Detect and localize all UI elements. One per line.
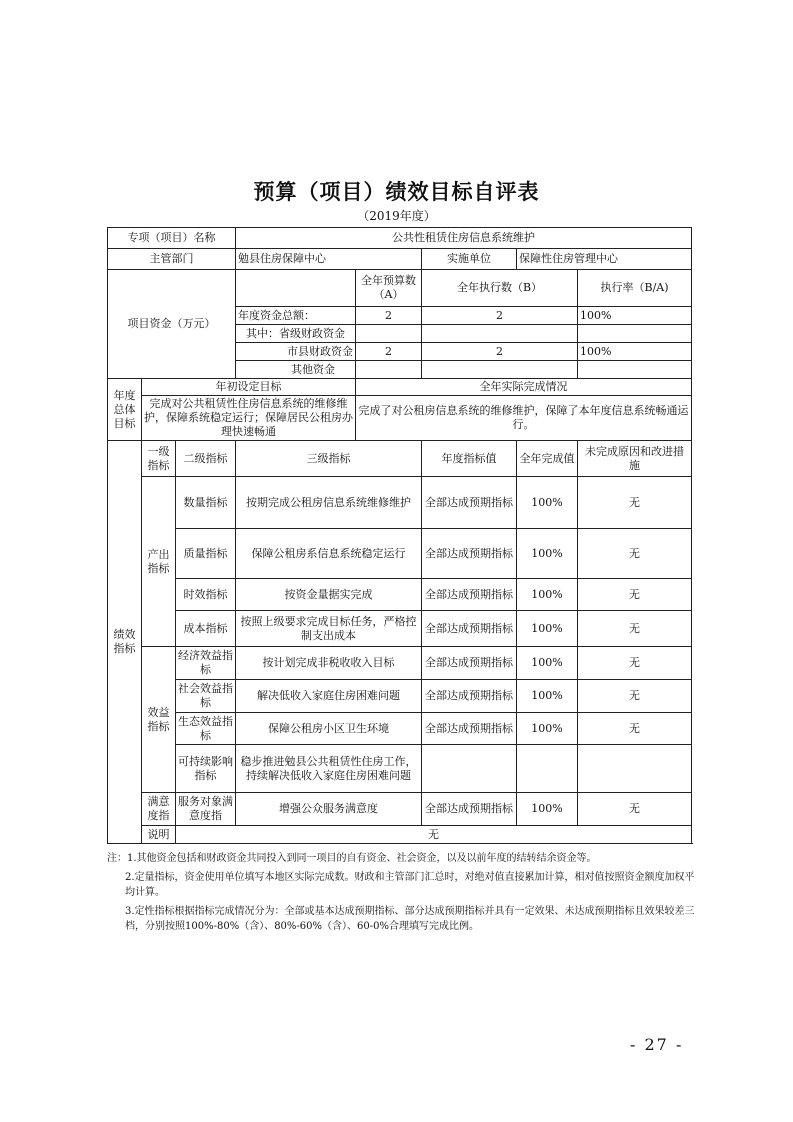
- perf-l2: 时效指标: [176, 579, 236, 611]
- perf-target: 全部达成预期指标: [422, 647, 517, 680]
- perf-target: 全部达成预期指标: [422, 579, 517, 611]
- funds-row-a: 2: [356, 307, 422, 325]
- funds-row-b: 2: [422, 343, 578, 361]
- funds-row-name: 年度资金总额：: [236, 307, 356, 325]
- perf-target: [422, 745, 517, 793]
- perf-label: 绩效指标: [108, 441, 142, 844]
- perf-l2: 数量指标: [176, 477, 236, 529]
- perf-l2: 质量指标: [176, 529, 236, 579]
- perf-done: 100%: [517, 529, 578, 579]
- funds-row-b: 2: [422, 307, 578, 325]
- year-subtitle: （2019年度）: [357, 209, 436, 223]
- footnotes: [107, 851, 695, 938]
- perf-l2: 服务对象满意度指: [176, 793, 236, 826]
- perf-header-l2: 二级指标: [176, 441, 236, 477]
- goal-actual-label: 全年实际完成情况: [356, 379, 692, 396]
- perf-l2: 可持续影响指标: [176, 745, 236, 793]
- funds-row-rate: 100%: [578, 307, 692, 325]
- funds-row-a: [356, 325, 422, 343]
- perf-reason: 无: [578, 529, 692, 579]
- perf-header-reason: 未完成原因和改进措施: [578, 441, 692, 477]
- perf-reason: 无: [578, 713, 692, 745]
- perf-l3: 按计划完成非税收收入目标: [236, 647, 422, 680]
- perf-l3: 解决低收入家庭住房困难问题: [236, 680, 422, 713]
- funds-row-a: 2: [356, 343, 422, 361]
- perf-done: 100%: [517, 713, 578, 745]
- goal-actual-text: 完成了对公租房信息系统的维修维护，保障了本年度信息系统畅通运行。: [356, 396, 692, 441]
- funds-row-b: [422, 325, 578, 343]
- funds-row-b: [422, 361, 578, 379]
- perf-header-l1: 一级指标: [142, 441, 176, 477]
- perf-l2: 社会效益指标: [176, 680, 236, 713]
- funds-col-a: 全年预算数（A）: [356, 270, 422, 307]
- footnote-2: 2.定量指标，资金使用单位填写本地区实际完成数。财政和主管部门汇总时，对绝对值直接累加计算，相对值按照资金额度加权平均计算。: [125, 872, 695, 898]
- project-name-value: 公共性租赁住房信息系统维护: [236, 228, 692, 249]
- perf-group-name: 产出指标: [142, 477, 176, 647]
- perf-reason: 无: [578, 647, 692, 680]
- perf-l3: 稳步推进勉县公共租赁性住房工作，持续解决低收入家庭住房困难问题: [236, 745, 422, 793]
- perf-reason: 无: [578, 611, 692, 647]
- perf-group-name: 效益指标: [142, 647, 176, 793]
- funds-row-rate: 100%: [578, 343, 692, 361]
- perf-l3: 按期完成公租房信息系统维修维护: [236, 477, 422, 529]
- self-evaluation-table: [107, 227, 692, 844]
- perf-l2: 生态效益指标: [176, 713, 236, 745]
- perf-reason: 无: [578, 680, 692, 713]
- perf-header-done: 全年完成值: [517, 441, 578, 477]
- perf-l3: 增强公众服务满意度: [236, 793, 422, 826]
- funds-row-name: 其他资金: [236, 361, 356, 379]
- impl-unit-label: 实施单位: [422, 249, 517, 270]
- perf-reason: 无: [578, 793, 692, 826]
- annual-goal-label: 年度总体目标: [108, 379, 142, 441]
- goal-set-text: 完成对公共租赁性住房信息系统的维修维护，保障系统稳定运行；保障居民公租房办理快速畅通: [142, 396, 356, 441]
- project-name-label: 专项（项目）名称: [108, 228, 236, 249]
- perf-done: 100%: [517, 611, 578, 647]
- perf-done: [517, 745, 578, 793]
- explanation-value: 无: [176, 826, 692, 844]
- perf-target: 全部达成预期指标: [422, 680, 517, 713]
- page-title: 预算（项目）绩效目标自评表: [253, 180, 540, 204]
- dept-label: 主管部门: [108, 249, 236, 270]
- perf-target: 全部达成预期指标: [422, 529, 517, 579]
- funds-col-rate: 执行率（B/A): [578, 270, 692, 307]
- footnote-1: 注：1.其他资金包括和财政资金共同投入到同一项目的自有资金、社会资金，以及以前年度的结转结余资金等。: [107, 853, 597, 864]
- perf-group-name: 满意度指: [142, 793, 176, 826]
- funds-row-a: [356, 361, 422, 379]
- perf-l3: 按资金量据实完成: [236, 579, 422, 611]
- perf-header-l3: 三级指标: [236, 441, 422, 477]
- footnote-3: 3.定性指标根据指标完成情况分为：全部或基本达成预期指标、部分达成预期指标并具有一定效果、未达成预期指标且效果较差三档，分别按照100%-80%（含）、80%-60%（含）、60-0%合理填写完成比例。: [125, 906, 695, 932]
- impl-unit-value: 保障性住房管理中心: [517, 249, 692, 270]
- funds-label: 项目资金（万元）: [108, 270, 236, 379]
- perf-reason: [578, 745, 692, 793]
- perf-done: 100%: [517, 579, 578, 611]
- explanation-label: 说明: [142, 826, 176, 844]
- funds-row-name: 其中：省级财政资金: [236, 325, 356, 343]
- perf-header-target: 年度指标值: [422, 441, 517, 477]
- perf-target: 全部达成预期指标: [422, 477, 517, 529]
- funds-row-name: 市县财政资金: [236, 343, 356, 361]
- goal-set-label: 年初设定目标: [142, 379, 356, 396]
- perf-done: 100%: [517, 793, 578, 826]
- funds-row-rate: [578, 325, 692, 343]
- perf-done: 100%: [517, 477, 578, 529]
- perf-done: 100%: [517, 680, 578, 713]
- perf-l2: 成本指标: [176, 611, 236, 647]
- perf-l3: 保障公租房系信息系统稳定运行: [236, 529, 422, 579]
- funds-col-b: 全年执行数（B）: [422, 270, 578, 307]
- perf-reason: 无: [578, 579, 692, 611]
- perf-target: 全部达成预期指标: [422, 713, 517, 745]
- perf-l2: 经济效益指标: [176, 647, 236, 680]
- funds-row-rate: [578, 361, 692, 379]
- dept-value: 勉县住房保障中心: [236, 249, 422, 270]
- perf-target: 全部达成预期指标: [422, 611, 517, 647]
- perf-l3: 按照上级要求完成目标任务，严格控制支出成本: [236, 611, 422, 647]
- perf-reason: 无: [578, 477, 692, 529]
- page-number: - 27 -: [630, 1035, 684, 1054]
- funds-blank: [236, 270, 356, 307]
- perf-l3: 保障公租房小区卫生环境: [236, 713, 422, 745]
- perf-target: 全部达成预期指标: [422, 793, 517, 826]
- perf-done: 100%: [517, 647, 578, 680]
